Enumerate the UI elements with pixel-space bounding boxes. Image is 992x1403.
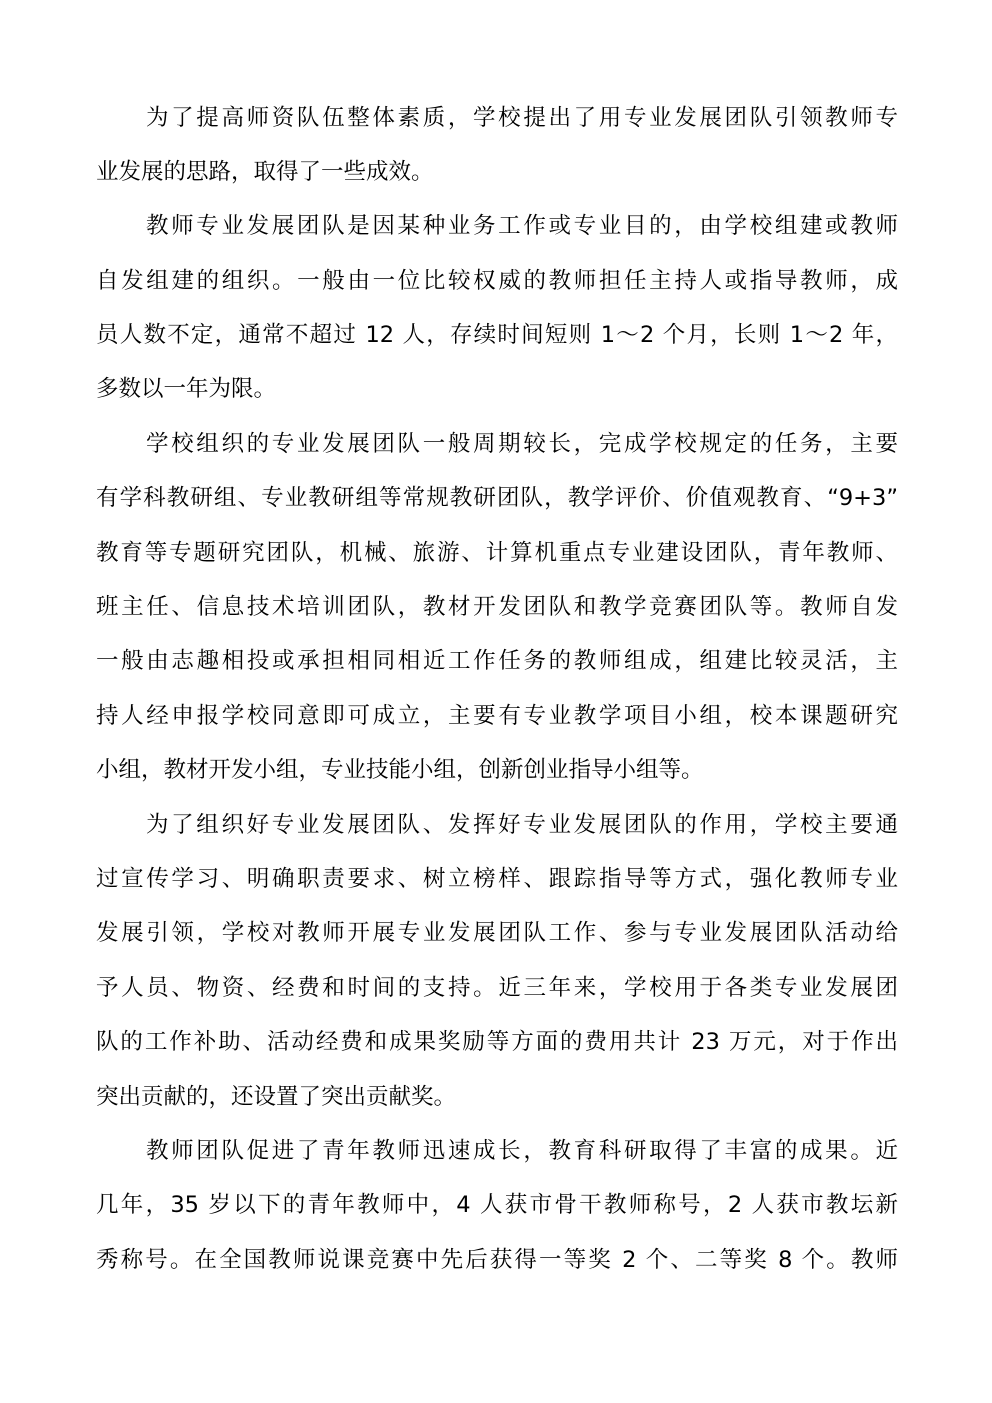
paragraph-4-line-3: 发展引领，学校对教师开展专业发展团队工作、参与专业发展团队活动给 [96, 920, 898, 946]
paragraph-2-line-2: 自发组建的组织。一般由一位比较权威的教师担任主持人或指导教师，成 [96, 268, 898, 294]
paragraph-3-line-5: 一般由志趣相投或承担相同相近工作任务的教师组成，组建比较灵活，主 [96, 648, 898, 674]
paragraph-2-line-1: 教师专业发展团队是因某种业务工作或专业目的，由学校组建或教师 [146, 213, 898, 239]
paragraph-5-line-1: 教师团队促进了青年教师迅速成长，教育科研取得了丰富的成果。近 [146, 1138, 898, 1164]
paragraph-4-line-4: 予人员、物资、经费和时间的支持。近三年来，学校用于各类专业发展团 [96, 975, 898, 1001]
paragraph-4-line-2: 过宣传学习、明确职责要求、树立榜样、跟踪指导等方式，强化教师专业 [96, 866, 898, 892]
paragraph-4-line-5: 队的工作补助、活动经费和成果奖励等方面的费用共计 23 万元，对于作出 [96, 1029, 898, 1055]
paragraph-5-line-3: 秀称号。在全国教师说课竞赛中先后获得一等奖 2 个、二等奖 8 个。教师 [96, 1247, 898, 1273]
paragraph-5-line-2: 几年，35 岁以下的青年教师中，4 人获市骨干教师称号，2 人获市教坛新 [96, 1192, 898, 1218]
paragraph-2-line-3: 员人数不定，通常不超过 12 人，存续时间短则 1～2 个月，长则 1～2 年， [96, 322, 898, 348]
paragraph-3-line-7: 小组，教材开发小组，专业技能小组，创新创业指导小组等。 [96, 757, 704, 783]
paragraph-1-line-2: 业发展的思路，取得了一些成效。 [96, 159, 434, 185]
paragraph-3-line-2: 有学科教研组、专业教研组等常规教研团队，教学评价、价值观教育、“9+3” [96, 485, 898, 511]
paragraph-3-line-4: 班主任、信息技术培训团队，教材开发团队和教学竞赛团队等。教师自发 [96, 594, 898, 620]
paragraph-3-line-6: 持人经申报学校同意即可成立，主要有专业教学项目小组，校本课题研究 [96, 703, 898, 729]
paragraph-1-line-1: 为了提高师资队伍整体素质，学校提出了用专业发展团队引领教师专 [146, 105, 898, 131]
paragraph-4-line-6: 突出贡献的，还设置了突出贡献奖。 [96, 1084, 457, 1110]
paragraph-4-line-1: 为了组织好专业发展团队、发挥好专业发展团队的作用，学校主要通 [146, 812, 898, 838]
paragraph-2-line-4: 多数以一年为限。 [96, 376, 277, 402]
paragraph-3-line-1: 学校组织的专业发展团队一般周期较长，完成学校规定的任务，主要 [146, 431, 898, 457]
paragraph-3-line-3: 教育等专题研究团队，机械、旅游、计算机重点专业建设团队，青年教师、 [96, 540, 898, 566]
